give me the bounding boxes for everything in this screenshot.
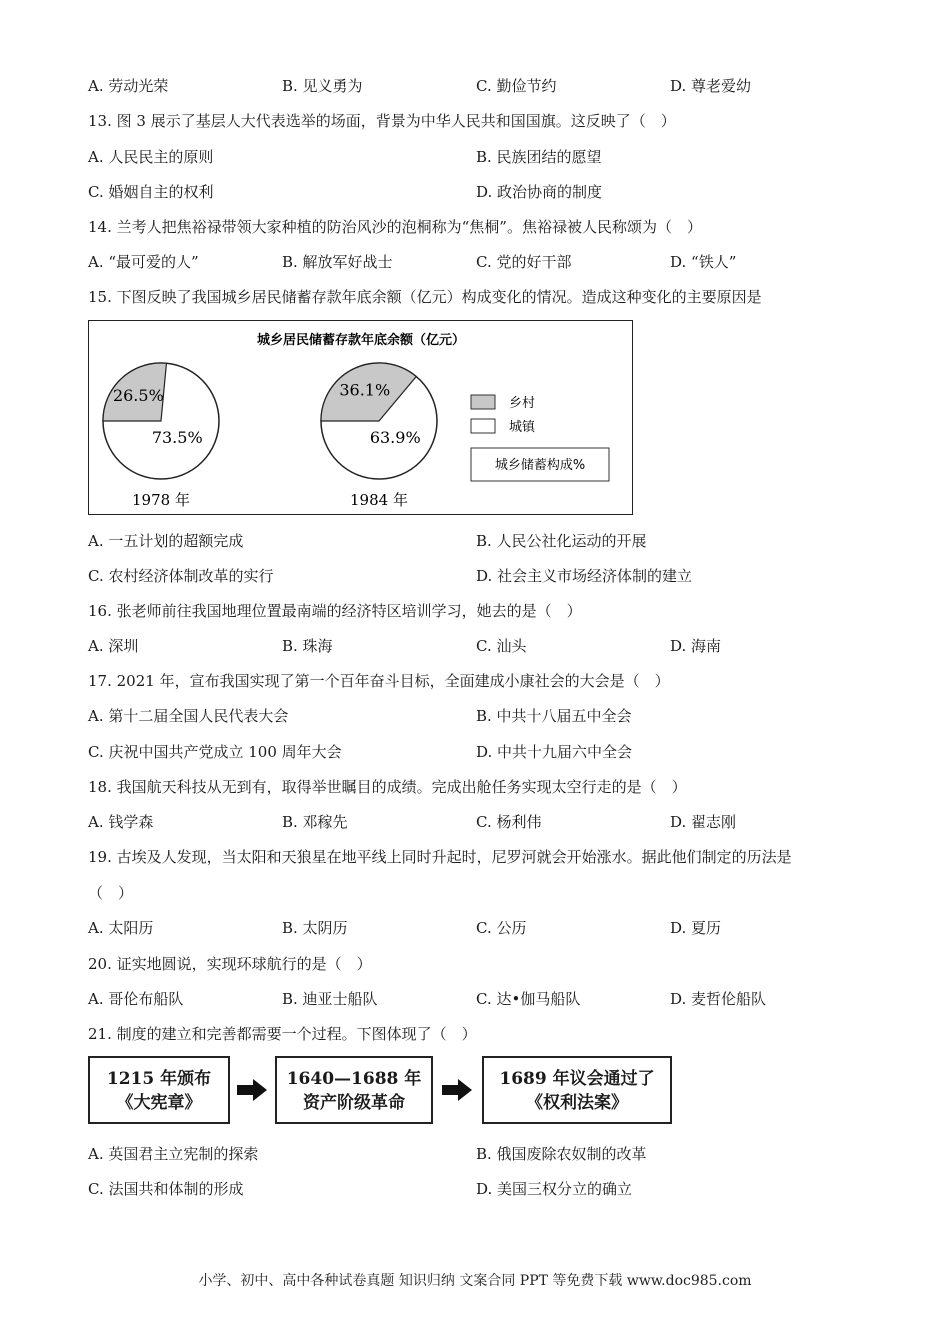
q17-option-b: B. 中共十八届五中全会 xyxy=(476,707,632,725)
q13-option-d: D. 政治协商的制度 xyxy=(476,183,603,201)
pie-chart-svg xyxy=(89,321,634,516)
q18-option-b: B. 邓稼先 xyxy=(282,813,348,831)
q21-option-c: C. 法国共和体制的形成 xyxy=(88,1180,244,1198)
q20-option-d: D. 麦哲伦船队 xyxy=(670,990,767,1008)
q17-option-d: D. 中共十九届六中全会 xyxy=(476,743,633,761)
q18-option-d: D. 翟志刚 xyxy=(670,813,737,831)
chart-title: 城乡居民储蓄存款年底余额（亿元） xyxy=(256,333,466,348)
pie-1-rural-label: 36.1% xyxy=(339,380,391,400)
pie-1-year-label: 1984 年 xyxy=(350,491,408,509)
q15-option-a: A. 一五计划的超额完成 xyxy=(88,532,244,550)
legend-swatch-rural xyxy=(471,395,495,409)
q19-stem: 19. 古埃及人发现，当太阳和天狼星在地平线上同时升起时，尼罗河就会开始涨水。据此他们制定的历法是 xyxy=(88,848,792,866)
page-footer: 小学、初中、高中各种试卷真题 知识归纳 文案合同 PPT 等免费下载 www.doc985.com xyxy=(198,1273,752,1289)
legend-label-rural: 乡村 xyxy=(509,396,536,411)
legend-swatch-urban xyxy=(471,419,495,433)
q20-option-b: B. 迪亚士船队 xyxy=(282,990,378,1008)
q13-option-b: B. 民族团结的愿望 xyxy=(476,148,602,166)
q19-option-b: B. 太阴历 xyxy=(282,919,348,937)
q21-option-b: B. 俄国废除农奴制的改革 xyxy=(476,1145,647,1163)
q13-option-c: C. 婚姻自主的权利 xyxy=(88,183,214,201)
q21-option-a: A. 英国君主立宪制的探索 xyxy=(88,1145,259,1163)
pie-0-rural-label: 26.5% xyxy=(112,386,164,406)
flow-step-1-line2: 《大宪章》 xyxy=(116,1093,202,1113)
q14-option-b: B. 解放军好战士 xyxy=(282,253,393,271)
q16-option-c: C. 汕头 xyxy=(476,637,527,655)
q16-option-a: A. 深圳 xyxy=(88,637,139,655)
flow-step-3-line1: 1689 年议会通过了 xyxy=(499,1069,655,1089)
pie-0-urban-label: 73.5% xyxy=(151,428,203,448)
q20-option-a: A. 哥伦布船队 xyxy=(88,990,184,1008)
q20-option-c: C. 达•伽马船队 xyxy=(476,990,581,1008)
flow-step-3-line2: 《权利法案》 xyxy=(526,1093,628,1113)
q18-option-c: C. 杨利伟 xyxy=(476,813,542,831)
q20-stem: 20. 证实地圆说，实现环球航行的是（ ） xyxy=(88,955,372,973)
legend-label-urban: 城镇 xyxy=(509,420,536,435)
flow-step-1-line1: 1215 年颁布 xyxy=(106,1069,212,1089)
q13-option-a: A. 人民民主的原则 xyxy=(88,148,214,166)
q14-option-c: C. 党的好干部 xyxy=(476,253,572,271)
q17-stem: 17. 2021 年，宣布我国实现了第一个百年奋斗目标，全面建成小康社会的大会是（ ） xyxy=(88,672,670,690)
q15-stem: 15. 下图反映了我国城乡居民储蓄存款年底余额（亿元）构成变化的情况。造成这种变化的主要原因是 xyxy=(88,288,762,306)
flow-step-revolution xyxy=(275,1056,433,1124)
q18-option-a: A. 钱学森 xyxy=(88,813,154,831)
q18-stem: 18. 我国航天科技从无到有，取得举世瞩目的成绩。完成出舱任务实现太空行走的是（ ） xyxy=(88,778,687,796)
arrow-right-icon xyxy=(237,1079,267,1101)
q15-option-b: B. 人民公社化运动的开展 xyxy=(476,532,647,550)
pie-0-year-label: 1978 年 xyxy=(132,491,190,509)
q13-stem: 13. 图 3 展示了基层人大代表选举的场面，背景为中华人民共和国国旗。这反映了（ ） xyxy=(88,112,676,130)
pie-1-urban-label: 63.9% xyxy=(369,428,421,448)
q21-stem: 21. 制度的建立和完善都需要一个过程。下图体现了（ ） xyxy=(88,1025,477,1043)
savings-pie-chart xyxy=(88,320,633,515)
flow-step-bill-of-rights xyxy=(482,1056,672,1124)
q14-option-d: D. “铁人” xyxy=(670,253,737,271)
q12-option-d: D. 尊老爱幼 xyxy=(670,77,752,95)
q15-option-c: C. 农村经济体制改革的实行 xyxy=(88,567,274,585)
q16-stem: 16. 张老师前往我国地理位置最南端的经济特区培训学习，她去的是（ ） xyxy=(88,602,582,620)
arrow-right-icon xyxy=(442,1079,472,1101)
flow-step-magna-carta xyxy=(88,1056,230,1124)
q19-option-d: D. 夏历 xyxy=(670,919,722,937)
q12-option-c: C. 勤俭节约 xyxy=(476,77,557,95)
q16-option-b: B. 珠海 xyxy=(282,637,333,655)
flow-step-2-line2: 资产阶级革命 xyxy=(303,1093,405,1113)
q15-option-d: D. 社会主义市场经济体制的建立 xyxy=(476,567,693,585)
q16-option-d: D. 海南 xyxy=(670,637,722,655)
q19-stem-cont: （ ） xyxy=(88,884,134,902)
q21-option-d: D. 美国三权分立的确立 xyxy=(476,1180,633,1198)
q12-option-a: A. 劳动光荣 xyxy=(88,77,169,95)
q17-option-a: A. 第十二届全国人民代表大会 xyxy=(88,707,289,725)
q17-option-c: C. 庆祝中国共产党成立 100 周年大会 xyxy=(88,743,342,761)
q19-option-c: C. 公历 xyxy=(476,919,527,937)
q14-stem: 14. 兰考人把焦裕禄带领大家种植的防治风沙的泡桐称为“焦桐”。焦裕禄被人民称颂为（ ） xyxy=(88,218,702,236)
q14-option-a: A. “最可爱的人” xyxy=(88,253,199,271)
q19-option-a: A. 太阳历 xyxy=(88,919,154,937)
legend-note: 城乡储蓄构成% xyxy=(494,458,586,473)
q12-option-b: B. 见义勇为 xyxy=(282,77,363,95)
flow-step-2-line1: 1640—1688 年 xyxy=(286,1069,422,1089)
